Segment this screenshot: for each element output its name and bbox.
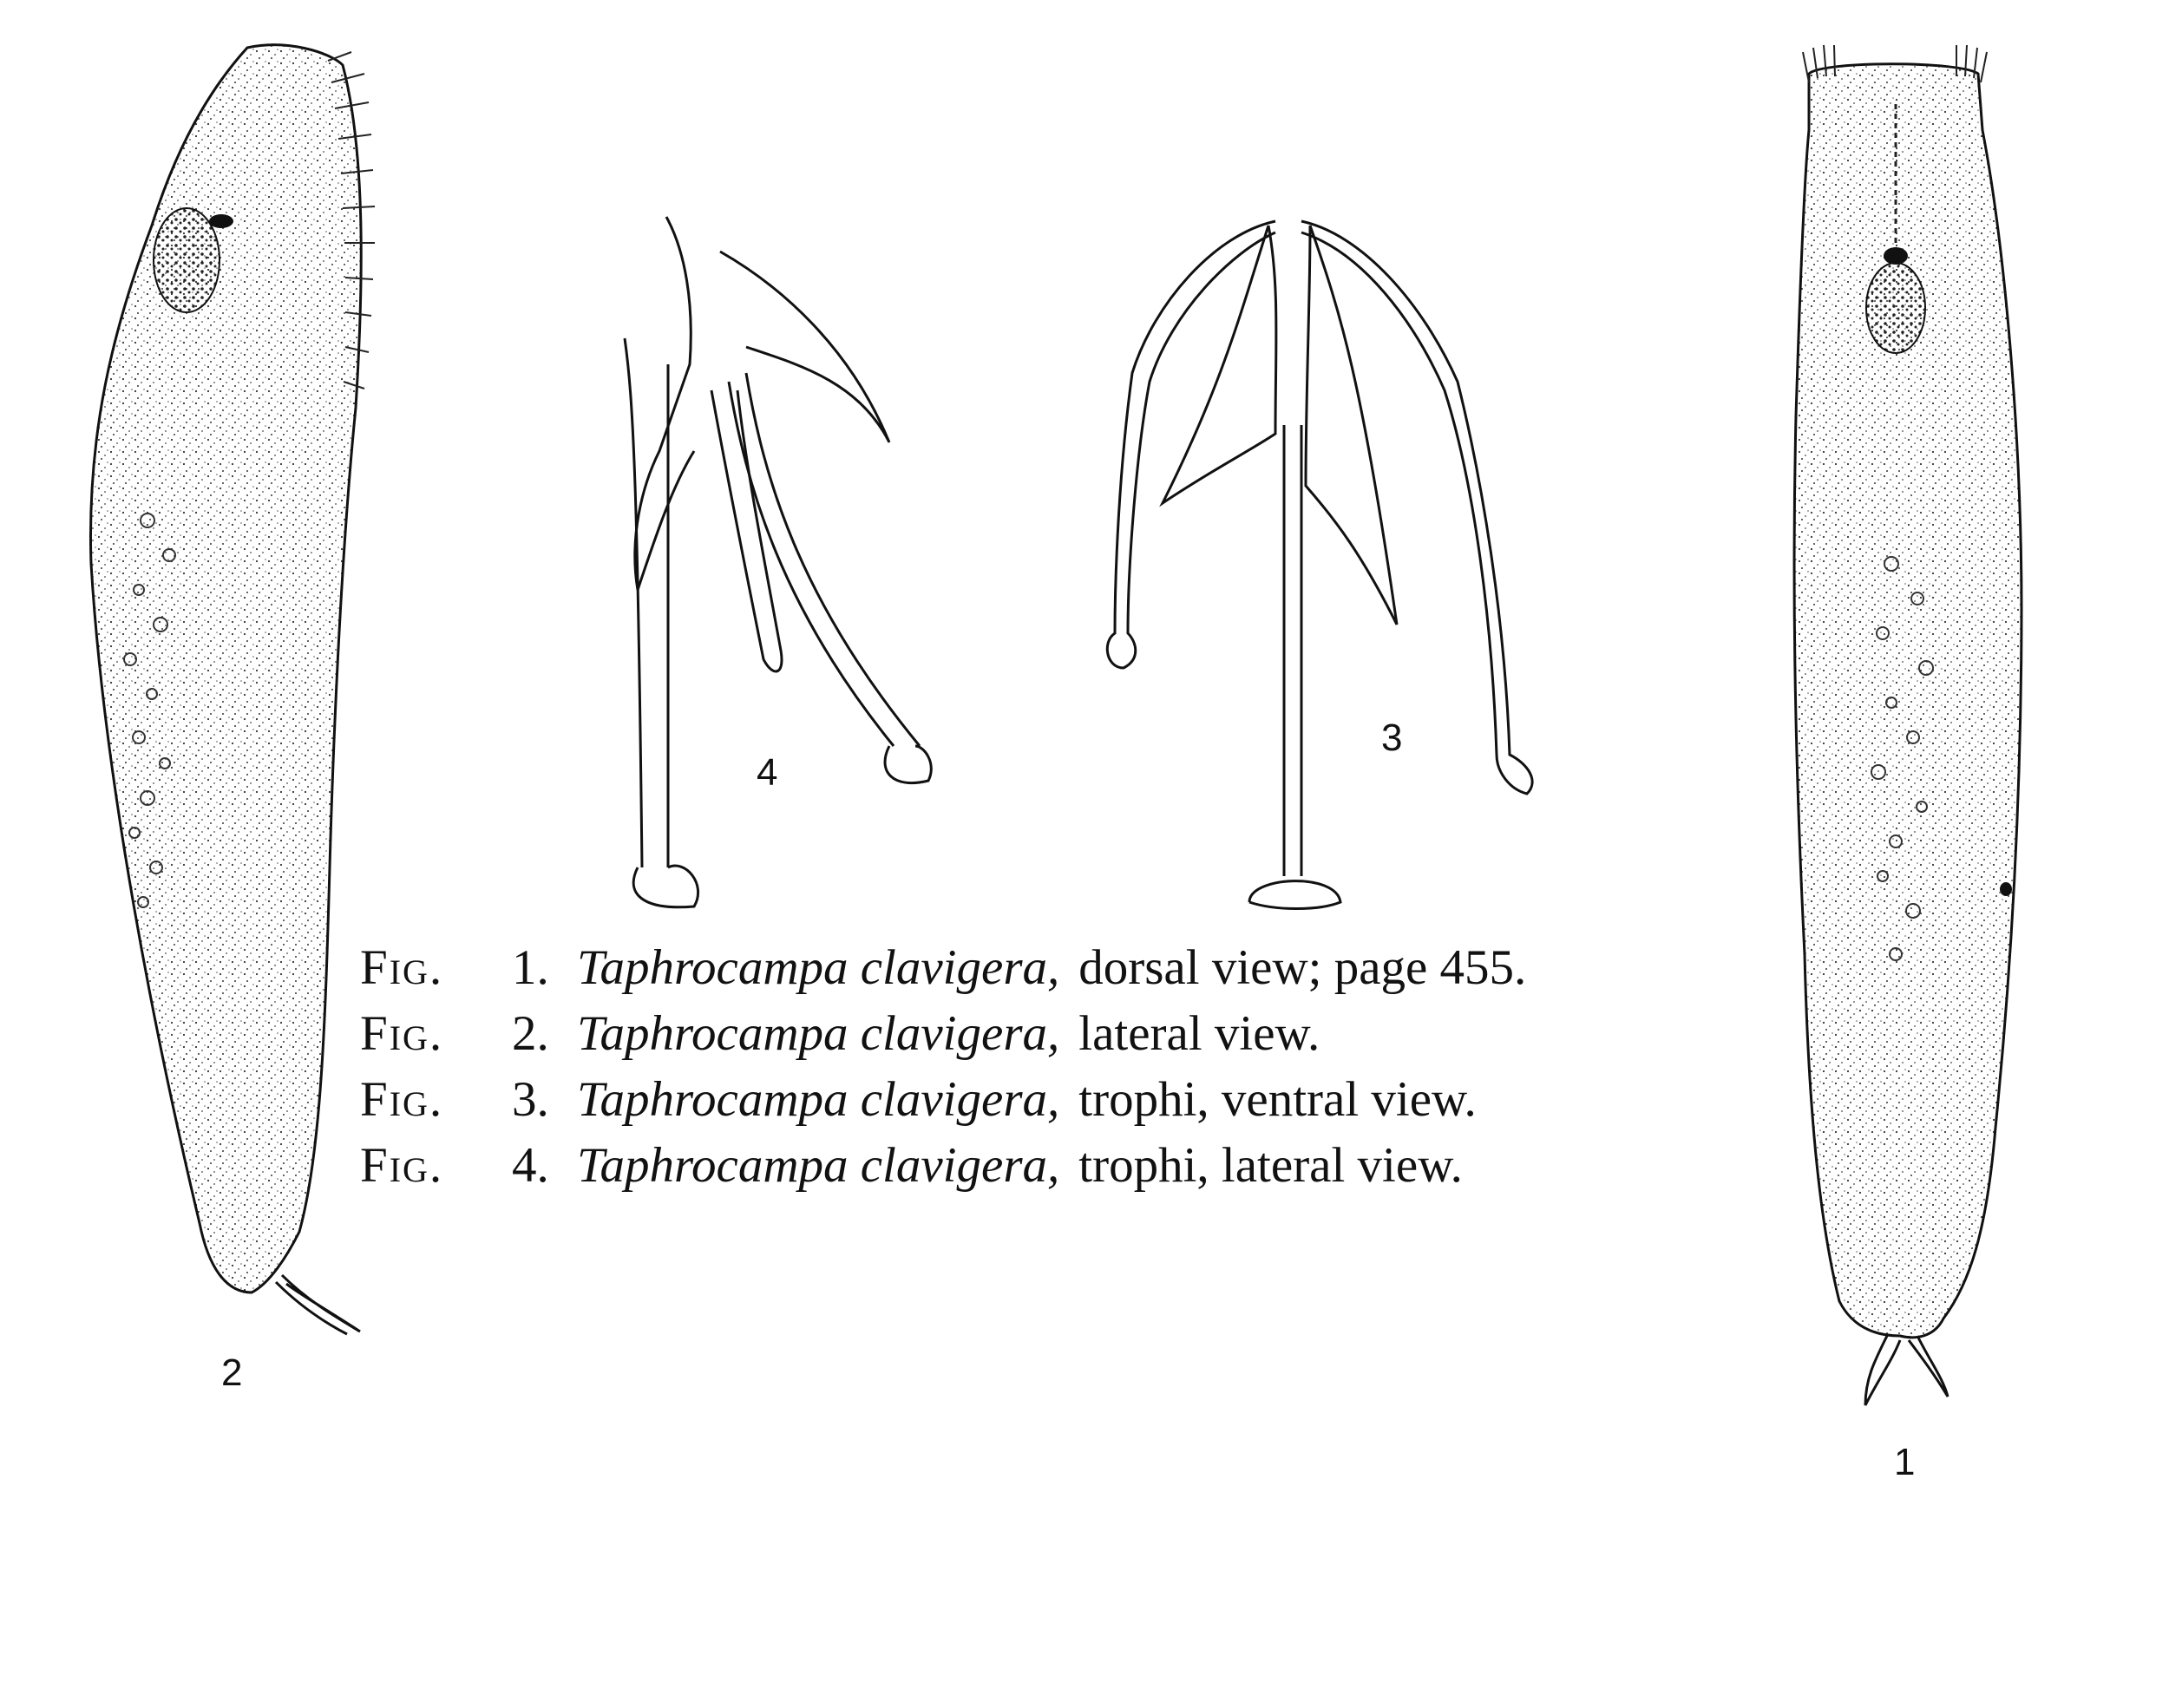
figure-4-trophi-lateral [625,217,931,907]
caption-description: trophi, ventral view. [1078,1072,1477,1127]
caption-number: 2. [512,1006,549,1061]
caption-species: Taphrocampa clavigera, [577,1006,1060,1061]
caption-row-fig3 [360,1067,1526,1133]
figure-3-trophi-ventral [1107,221,1532,909]
caption-number: 4. [512,1138,549,1193]
caption-row-fig1 [360,935,1526,1001]
figure-2-label: 2 [221,1351,243,1394]
figure-1-dorsal-view [1794,45,2022,1405]
figure-4-label: 4 [757,751,778,794]
caption-description: dorsal view; page 455. [1078,940,1527,995]
caption-number: 3. [512,1072,549,1127]
caption-prefix: Fig. [360,1138,444,1193]
caption-prefix: Fig. [360,1006,444,1061]
caption-species: Taphrocampa clavigera, [577,940,1060,995]
caption-description: trophi, lateral view. [1078,1138,1463,1193]
plate-captions [360,935,1526,1199]
caption-row-fig4 [360,1133,1526,1199]
caption-species: Taphrocampa clavigera, [577,1138,1060,1193]
figure-2-lateral-view [90,45,375,1334]
caption-prefix: Fig. [360,1072,444,1127]
caption-description: lateral view. [1078,1006,1320,1061]
caption-number: 1. [512,940,549,995]
caption-row-fig2 [360,1001,1526,1067]
caption-species: Taphrocampa clavigera, [577,1072,1060,1127]
caption-prefix: Fig. [360,940,444,995]
figure-1-label: 1 [1894,1441,1916,1483]
figure-3-label: 3 [1381,717,1403,759]
